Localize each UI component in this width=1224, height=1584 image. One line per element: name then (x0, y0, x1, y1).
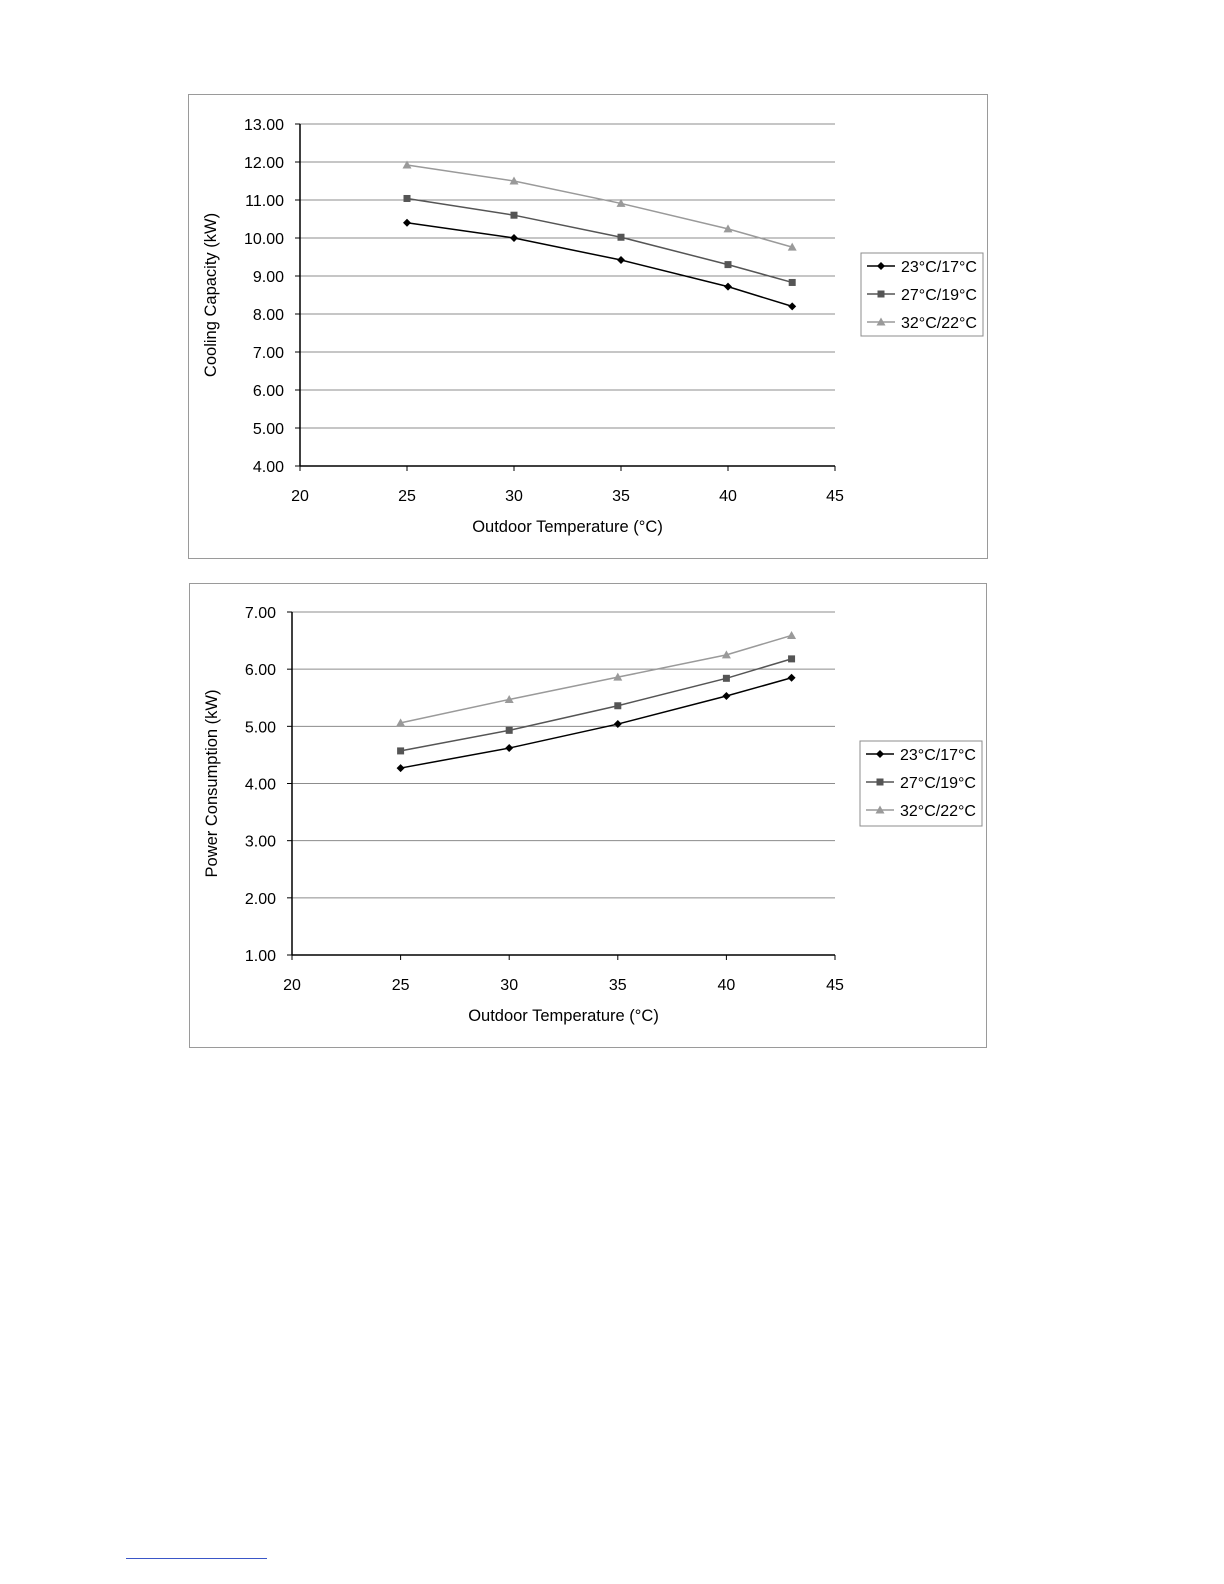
data-point (788, 655, 795, 662)
data-point (723, 675, 730, 682)
footnote-rule (126, 1558, 267, 1559)
data-point (397, 747, 404, 754)
y-tick-label: 7.00 (252, 345, 284, 362)
legend-swatch-marker (878, 291, 885, 298)
series-line (407, 223, 792, 307)
x-axis-label: Outdoor Temperature (°C) (468, 1007, 659, 1025)
y-tick-label: 5.00 (252, 421, 284, 438)
chart-svg (189, 95, 989, 560)
data-point (788, 674, 796, 682)
x-tick-label: 35 (608, 977, 627, 994)
legend-swatch-marker (877, 779, 884, 786)
y-axis-label: Power Consumption (kW) (203, 689, 221, 878)
y-tick-label: 1.00 (244, 948, 276, 965)
x-tick-label: 20 (291, 488, 309, 505)
y-tick-label: 6.00 (244, 662, 276, 680)
y-tick-label: 13.00 (243, 117, 284, 134)
data-point (787, 631, 796, 639)
data-point (505, 744, 513, 752)
x-tick-label: 30 (500, 977, 519, 994)
x-tick-label: 30 (505, 488, 523, 505)
y-tick-label: 5.00 (244, 719, 276, 737)
y-tick-label: 10.00 (243, 231, 284, 248)
y-tick-label: 2.00 (244, 890, 276, 908)
data-point (506, 727, 513, 734)
series-line (407, 165, 792, 247)
y-tick-label: 4.00 (244, 776, 276, 794)
data-point (724, 283, 732, 291)
x-tick-label: 45 (826, 488, 844, 505)
legend-label: 27°C/19°C (900, 775, 976, 792)
x-tick-label: 40 (717, 977, 736, 994)
y-tick-label: 12.00 (243, 155, 284, 172)
y-tick-label: 7.00 (244, 605, 276, 622)
data-point (618, 234, 625, 241)
x-tick-label: 25 (398, 488, 416, 505)
y-tick-label: 8.00 (252, 307, 284, 324)
legend-label: 27°C/19°C (901, 287, 977, 304)
data-point (789, 279, 796, 286)
power-consumption-chart (189, 583, 987, 1048)
legend-label: 23°C/17°C (900, 747, 976, 764)
y-tick-label: 11.00 (245, 193, 284, 210)
data-point (788, 302, 796, 310)
x-tick-label: 25 (391, 977, 410, 994)
data-point (404, 195, 411, 202)
data-point (403, 219, 411, 227)
series-line (401, 678, 792, 768)
data-point (511, 212, 518, 219)
x-tick-label: 35 (612, 488, 630, 505)
x-tick-label: 20 (283, 977, 301, 994)
y-tick-label: 9.00 (252, 269, 284, 286)
x-tick-label: 45 (826, 977, 844, 994)
y-tick-label: 6.00 (252, 383, 284, 400)
x-axis-label: Outdoor Temperature (°C) (472, 518, 663, 536)
y-tick-label: 3.00 (244, 833, 276, 851)
data-point (614, 720, 622, 728)
y-axis-label: Cooling Capacity (kW) (202, 212, 220, 378)
data-point (617, 256, 625, 264)
data-point (725, 261, 732, 268)
chart-svg (190, 584, 988, 1049)
legend-label: 32°C/22°C (901, 315, 977, 332)
data-point (722, 692, 730, 700)
y-tick-label: 4.00 (252, 459, 284, 476)
series-line (401, 659, 792, 751)
series-line (407, 198, 792, 282)
cooling-capacity-chart (188, 94, 988, 559)
legend-label: 32°C/22°C (900, 803, 976, 820)
data-point (397, 764, 405, 772)
legend-label: 23°C/17°C (901, 259, 977, 276)
x-tick-label: 40 (719, 488, 737, 505)
data-point (614, 702, 621, 709)
data-point (510, 234, 518, 242)
series-line (401, 635, 792, 722)
